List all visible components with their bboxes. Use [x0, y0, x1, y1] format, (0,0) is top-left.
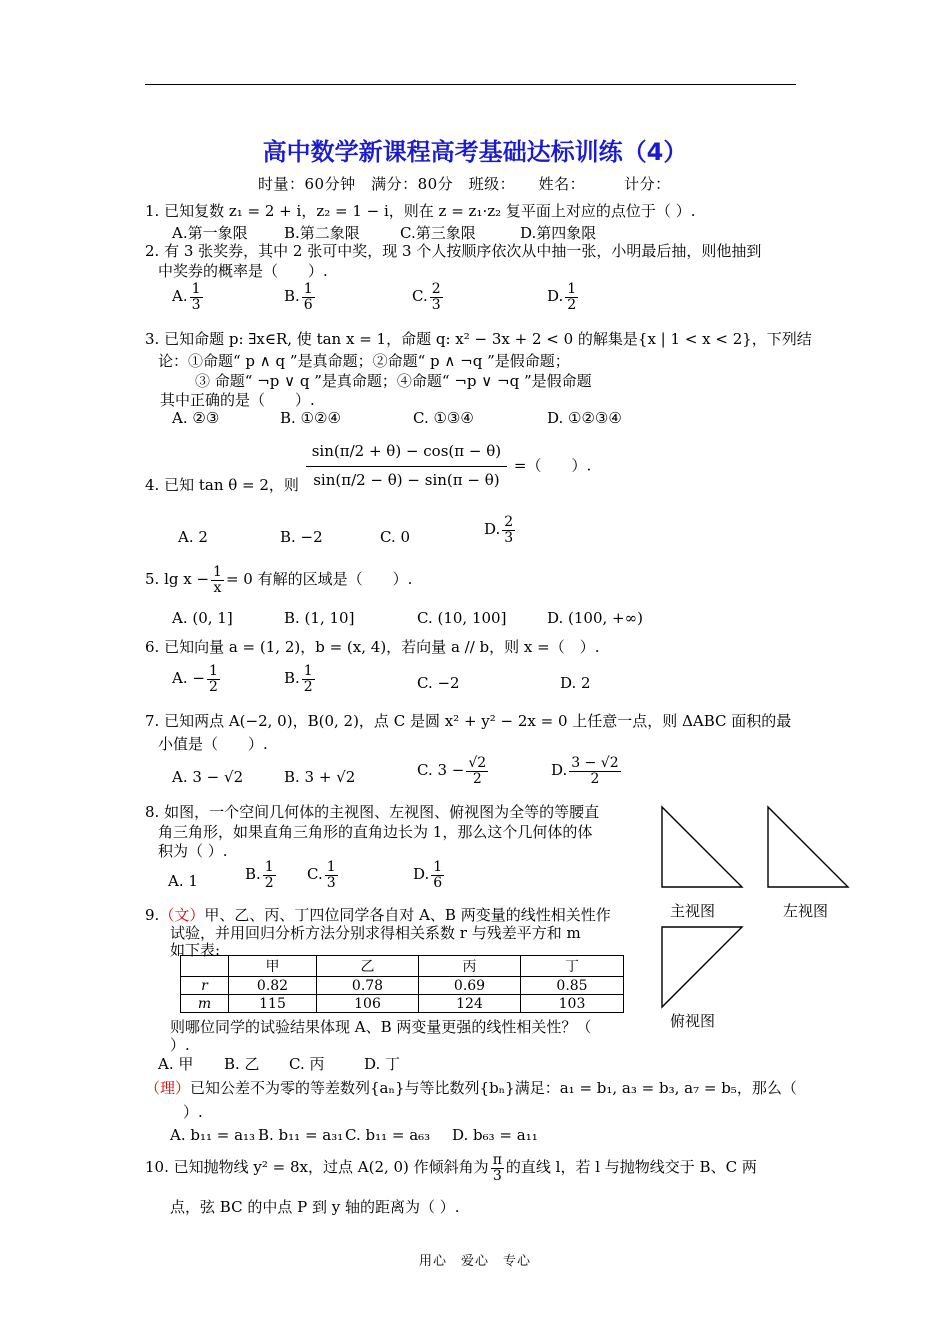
q2-option-d: D. $\frac{1}{2}$ — [547, 281, 577, 313]
table-cell: 丙 — [419, 956, 521, 977]
q5-stem: 5. lg x − $\frac{1}{x}$ = 0 有解的区域是（ ）. — [145, 564, 413, 596]
table-cell: 0.82 — [229, 977, 317, 995]
q3-line3: ③ 命题“ ¬p ∨ q ”是真命题；④命题“ ¬p ∨ ¬q ”是假命题 — [195, 372, 592, 390]
q2-line2: 中奖券的概率是（ ）. — [158, 262, 328, 280]
q1-stem: 1. 已知复数 z₁ = 2 + i，z₂ = 1 − i，则在 z = z₁·z₂ 复平面上对应的点位于（ ）. — [145, 202, 696, 220]
q3-option-d: D. ①②③④ — [547, 409, 622, 427]
q1-option-b: B.第二象限 — [284, 224, 360, 242]
table-cell: 103 — [521, 995, 624, 1013]
q8-line3: 积为（ ）. — [158, 842, 228, 860]
q4-option-d: D. $\frac{2}{3}$ — [484, 514, 514, 546]
q9-li-option-d: D. b₆₃ = a₁₁ — [452, 1126, 538, 1144]
q8-option-a: A. 1 — [168, 872, 198, 890]
exam-meta: 时量：60分钟 满分：80分 班级： 姓名： 计分： — [258, 175, 671, 193]
footer-slogan: 用心 爱心 专心 — [419, 1254, 532, 1269]
q9-option-c: C. 丙 — [289, 1055, 325, 1073]
q9-line3: 如下表: — [170, 941, 221, 959]
table-cell — [181, 956, 229, 977]
q4-option-a: A. 2 — [178, 528, 208, 546]
q7-option-d: D. $\frac{3 - √2}{2}$ — [551, 755, 619, 787]
table-cell: 124 — [419, 995, 521, 1013]
table-cell: 0.78 — [317, 977, 419, 995]
q2-option-a: A. $\frac{1}{3}$ — [172, 281, 201, 313]
q6-option-d: D. 2 — [560, 674, 591, 692]
q3-option-b: B. ①②④ — [280, 409, 341, 427]
q2-option-b: B. $\frac{1}{6}$ — [284, 281, 313, 313]
table-cell: 106 — [317, 995, 419, 1013]
front-view-caption: 主视图 — [670, 902, 716, 920]
q5-option-b: B. (1, 10] — [284, 609, 355, 627]
q3-option-a: A. ②③ — [172, 409, 220, 427]
q4-option-b: B. −2 — [280, 528, 323, 546]
top-view-caption: 俯视图 — [670, 1012, 716, 1030]
table-row — [181, 995, 624, 1013]
q3-option-c: C. ①③④ — [413, 409, 474, 427]
q5-option-a: A. (0, 1] — [172, 609, 233, 627]
q9-option-a: A. 甲 — [158, 1055, 194, 1073]
table-cell: 0.69 — [419, 977, 521, 995]
q7-option-a: A. 3 − √2 — [172, 768, 244, 786]
table-cell: r — [181, 977, 229, 995]
table-cell: 甲 — [229, 956, 317, 977]
q8-option-b: B. $\frac{1}{2}$ — [245, 859, 274, 891]
q8-option-c: C. $\frac{1}{3}$ — [307, 859, 336, 891]
q9-wen-tag: （文） — [159, 906, 205, 924]
q7-option-b: B. 3 + √2 — [284, 768, 356, 786]
top-view-triangle — [662, 927, 742, 1007]
q5-option-d: D. (100, +∞) — [547, 609, 643, 627]
q9-line1: 9.（文）甲、乙、丙、丁四位同学各自对 A、B 两变量的线性相关性作 — [145, 906, 611, 924]
q10-line1: 10. 已知抛物线 y² = 8x，过点 A(2, 0) 作倾斜角为 $\frac{\pi}{3}$ 的直线 l，若 l 与抛物线交于 B、C 两 — [145, 1152, 757, 1184]
table-row — [181, 977, 624, 995]
q6-stem: 6. 已知向量 a = (1, 2)，b = (x, 4)，若向量 a // b，则 x =（ ）. — [145, 638, 600, 656]
q3-line4: 其中正确的是（ ）. — [160, 391, 315, 409]
table-header-row — [181, 956, 624, 977]
q3-line2: 论：①命题“ p ∧ q ”是真命题；②命题“ p ∧ ¬q ”是假命题； — [158, 352, 570, 370]
correlation-table — [180, 955, 624, 1013]
q6-option-c: C. −2 — [417, 674, 460, 692]
q6-option-b: B. $\frac{1}{2}$ — [284, 663, 313, 695]
top-rule — [145, 84, 796, 85]
q7-line2: 小值是（ ）. — [158, 735, 268, 753]
q9-li-line1: （理）已知公差不为零的等差数列{aₙ}与等比数列{bₙ}满足：a₁ = b₁, a₃ = b₃, a₇ = b₅，那么（ — [145, 1079, 797, 1097]
q1-option-d: D.第四象限 — [520, 224, 597, 242]
q2-line1: 2. 有 3 张奖券，其中 2 张可中奖，现 3 个人按顺序依次从中抽一张，小明最后抽，则他抽到 — [145, 242, 762, 260]
q9-li-line2: ）. — [183, 1103, 203, 1121]
q2-option-c: C. $\frac{2}{3}$ — [412, 281, 441, 313]
side-view-triangle — [768, 807, 848, 887]
q9-li-option-b: B. b₁₁ = a₃₁ — [258, 1126, 344, 1144]
q9-option-b: B. 乙 — [224, 1055, 260, 1073]
table-cell: m — [181, 995, 229, 1013]
q9-li-option-a: A. b₁₁ = a₁₃ — [170, 1126, 256, 1144]
q4-expression: 4. 已知 tan θ = 2，则 $\frac{\sin(\pi/2 + \theta) - \cos(\pi - \theta)}{\sin(\pi/2 - \theta) - \sin(\pi - \theta)}$ =（ ）. — [145, 438, 591, 495]
q6-option-a: A. − $\frac{1}{2}$ — [172, 663, 218, 695]
q9-li-tag: （理） — [145, 1079, 191, 1097]
q5-option-c: C. (10, 100] — [417, 609, 507, 627]
q9-line4: 则哪位同学的试验结果体现 A、B 两变量更强的线性相关性？（ — [170, 1018, 592, 1036]
page-title: 高中数学新课程高考基础达标训练（4） — [262, 138, 688, 166]
q8-line1: 8. 如图，一个空间几何体的主视图、左视图、俯视图为全等的等腰直 — [145, 803, 600, 821]
table-cell: 115 — [229, 995, 317, 1013]
q3-line1: 3. 已知命题 p: ∃x∈R, 使 tan x = 1，命题 q: x² − 3x + 2 < 0 的解集是{x | 1 < x < 2}，下列结 — [145, 330, 812, 348]
q10-line2: 点，弦 BC 的中点 P 到 y 轴的距离为（ ）. — [170, 1198, 460, 1216]
table-cell: 0.85 — [521, 977, 624, 995]
q8-option-d: D. $\frac{1}{6}$ — [413, 859, 443, 891]
table-cell: 乙 — [317, 956, 419, 977]
q7-line1: 7. 已知两点 A(−2, 0)，B(0, 2)，点 C 是圆 x² + y² − 2x = 0 上任意一点，则 ΔABC 面积的最 — [145, 712, 792, 730]
table-cell: 丁 — [521, 956, 624, 977]
q1-option-a: A.第一象限 — [172, 224, 248, 242]
q1-option-c: C.第三象限 — [400, 224, 476, 242]
q9-line2: 试验，并用回归分析方法分别求得相关系数 r 与残差平方和 m — [170, 924, 581, 942]
q7-option-c: C. 3 − $\frac{√2}{2}$ — [417, 755, 487, 787]
side-view-caption: 左视图 — [783, 902, 829, 920]
q9-option-d: D. 丁 — [364, 1055, 401, 1073]
q9-li-option-c: C. b₁₁ = a₆₃ — [345, 1126, 431, 1144]
q4-option-c: C. 0 — [380, 528, 411, 546]
front-view-triangle — [662, 807, 742, 887]
q9-line5: ）. — [170, 1036, 190, 1054]
q8-line2: 角三角形，如果直角三角形的直角边长为 1，那么这个几何体的体 — [158, 823, 593, 841]
